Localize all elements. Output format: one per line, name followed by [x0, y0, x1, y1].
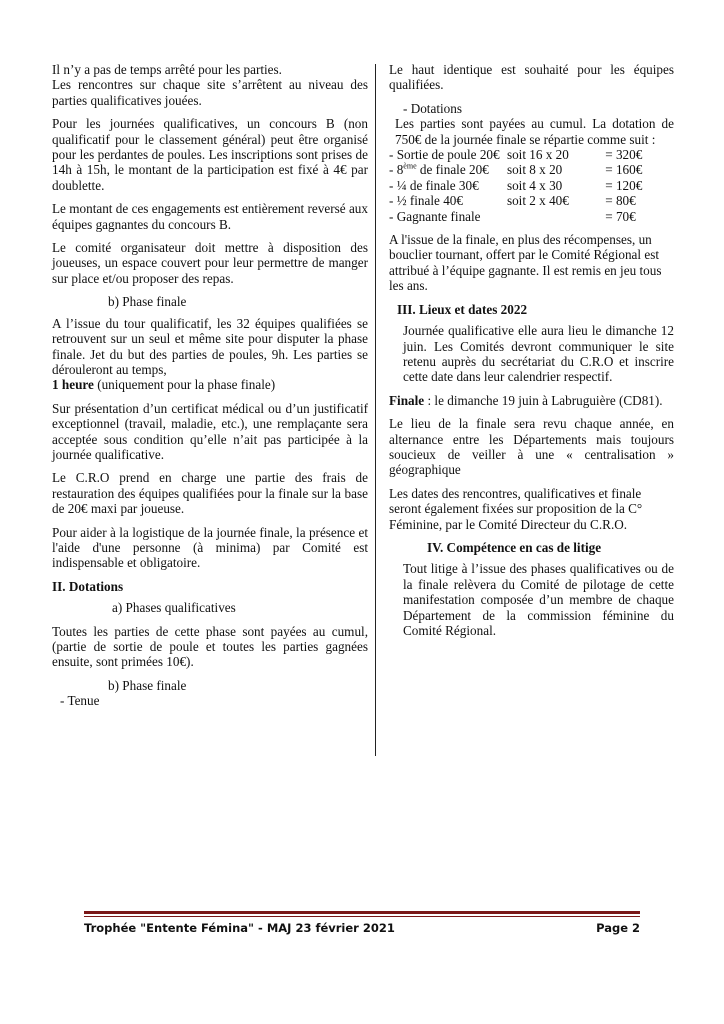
column-divider — [375, 64, 376, 756]
paragraph: Le comité organisateur doit mettre à disposition des joueuses, un espace couvert pour leur permettre de manger sur place et/ou proposer des repas. — [52, 240, 368, 286]
subheading-phases-qualificatives: a) Phases qualificatives — [112, 600, 236, 616]
table-row — [389, 209, 674, 224]
table-cell: soit 2 x 40€ — [506, 193, 569, 209]
text: A l’issue du tour qualificatif, les 32 équipes qualifiées se retrouvent sur un seul et même site pour disputer la phase finale. Jet du but des parties de poules, 9h. Les parties se dérouleront au temps, — [52, 315, 368, 377]
table-cell: - ¼ de finale 30€ — [389, 177, 479, 193]
paragraph: Le C.R.O prend en charge une partie des frais de restauration des équipes qualifiées pour la finale sur la base de 20€ maxi par joueuse. — [52, 470, 368, 517]
subheading-phase-finale: b) Phase finale — [108, 294, 187, 310]
table-cell: = 320€ — [605, 147, 643, 163]
superscript: ème — [403, 162, 417, 172]
paragraph: A l'issue de la finale, en plus des récompenses, un bouclier tournant, offert par le Comité Régional est attribué à l’équipe gagnante. Il est remis en jeu tous les ans. — [389, 232, 662, 294]
paragraph: Le haut identique est souhaité pour les équipes qualifiées. — [389, 62, 674, 93]
footer-rule — [84, 911, 640, 914]
paragraph: Le lieu de la finale sera revu chaque année, en alternance entre les Départements mais toujours soucieux de veiller à une « centralisation » géographique — [389, 416, 674, 478]
paragraph: Sur présentation d’un certificat médical ou d’un justificatif exceptionnel (travail, maladie, etc.), une remplaçante sera acceptée sous condition qu’elle n’ait pas participée à la journée qualificative. — [52, 400, 368, 462]
page-number: Page 2 — [596, 921, 640, 935]
section-heading-litige: IV. Compétence en cas de litige — [427, 539, 602, 555]
bold-text: 1 heure — [52, 377, 94, 393]
table-cell: - Sortie de poule 20€ — [389, 147, 500, 163]
table-cell: = 120€ — [605, 177, 643, 193]
footer-title: Trophée "Entente Fémina" - MAJ 23 février 2021 — [84, 921, 395, 935]
paragraph: Il n’y a pas de temps arrêté pour les parties. — [52, 62, 282, 77]
text: (uniquement pour la phase finale) — [93, 377, 276, 393]
footer-rule — [84, 916, 640, 917]
table-cell: soit 16 x 20 — [506, 147, 569, 163]
table-cell — [507, 209, 605, 224]
section-heading-lieux-dates: III. Lieux et dates 2022 — [397, 301, 528, 317]
bold-text: Finale — [389, 392, 425, 408]
list-item: - Dotations — [403, 100, 462, 116]
list-item: - Tenue — [60, 693, 100, 709]
table-cell: = 160€ — [605, 162, 643, 178]
paragraph: Le montant de ces engagements est entièrement reversé aux équipes gagnantes du concours B. — [52, 201, 368, 232]
table-row — [389, 193, 674, 208]
paragraph: Les dates des rencontres, qualificatives et finale seront également fixées sur proposition de la C° Féminine, par le Comité Directeur du C.R.O. — [389, 485, 643, 532]
section-heading-dotations: II. Dotations — [52, 578, 124, 594]
paragraph: Journée qualificative elle aura lieu le dimanche 12 juin. Les Comités devront communiquer le site retenu auprès du secrétariat du C.R.O et inscrire cette date dans leur calendrier respectif. — [403, 323, 674, 385]
table-row — [389, 147, 674, 162]
text: de finale 20€ — [416, 162, 489, 178]
paragraph: Les rencontres sur chaque site s’arrêtent au niveau des parties qualificatives jouées. — [52, 77, 368, 108]
table-cell — [389, 162, 507, 177]
left-column — [52, 62, 368, 709]
paragraph: Tout litige à l’issue des phases qualificatives ou de la finale relèvera du Comité de pilotage de cette manifestation composée d’un membre de chaque Département de la commission féminine du Comité Régional. — [403, 561, 674, 638]
paragraph: Pour les journées qualificatives, un concours B (non qualificatif pour le classement général) peut être organisé pour les perdantes de poules. Les inscriptions sont prises de 14h à 15h, le montant de la participation est fixé à 4€ par doublette. — [52, 116, 368, 193]
paragraph: Toutes les parties de cette phase sont payées au cumul, (partie de sortie de poule et toutes les parties gagnées ensuite, sont primées 10€). — [52, 623, 368, 670]
text: - 8 — [389, 162, 404, 178]
table-cell: = 70€ — [605, 208, 636, 224]
table-cell: soit 8 x 20 — [506, 162, 563, 178]
table-row — [389, 162, 674, 177]
table-row — [389, 178, 674, 193]
table-cell: = 80€ — [605, 193, 636, 209]
table-cell: - Gagnante finale — [389, 208, 481, 224]
paragraph: Pour aider à la logistique de la journée finale, la présence et l'aide d'une personne (à minima) par Comité est indispensable et obligatoire. — [52, 524, 368, 571]
table-cell: - ½ finale 40€ — [389, 193, 463, 209]
paragraph: Les parties sont payées au cumul. La dotation de 750€ de la journée finale se répartie comme suit : — [395, 116, 674, 147]
dotations-table — [389, 147, 674, 224]
subheading-phase-finale: b) Phase finale — [108, 677, 187, 693]
table-cell: soit 4 x 30 — [506, 177, 563, 193]
page-footer — [84, 921, 640, 936]
right-column — [389, 62, 674, 646]
text: : le dimanche 19 juin à Labruguière (CD81). — [424, 392, 663, 408]
paragraph — [389, 393, 674, 408]
paragraph — [52, 316, 368, 393]
